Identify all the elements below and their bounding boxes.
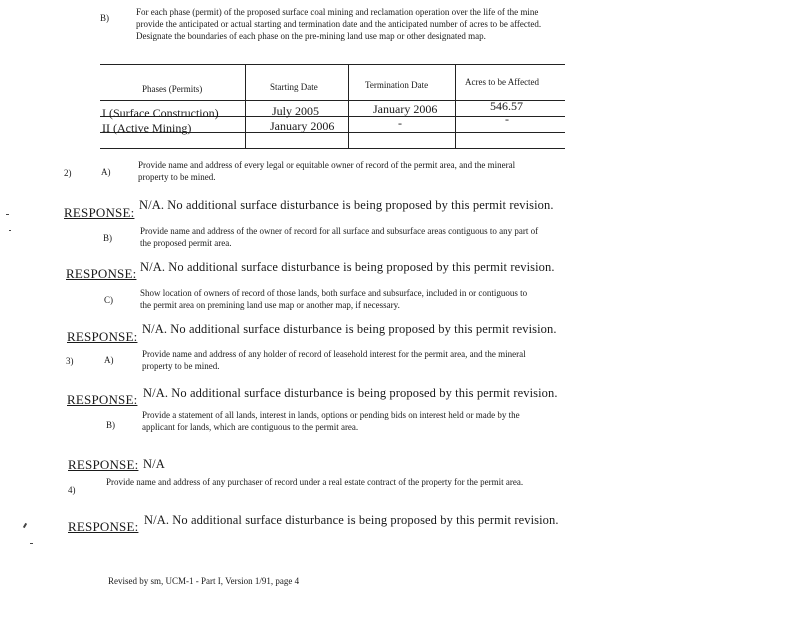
phase-table (100, 64, 565, 154)
response-label-2b: RESPONSE: (66, 266, 137, 281)
scan-speck (30, 543, 33, 544)
item-3b-label: B) (106, 420, 115, 430)
table-header-acres: Acres to be Affected (465, 77, 540, 87)
item-2b-label: B) (103, 233, 112, 243)
item-2c-text: Show location of owners of record of those lands, both surface and subsurface, included in or contiguous to the permit area on premining land use map or another map, if necessary. (140, 288, 528, 310)
section-b-label: B) (100, 13, 109, 23)
response-label-4: RESPONSE: (68, 519, 139, 534)
item-2b-text: Provide name and address of the owner of record for all surface and subsurface areas contiguous to any part of the proposed permit area. (140, 226, 539, 248)
response-text-3a: N/A. No additional surface disturbance is being proposed by this permit revision. (143, 386, 558, 400)
table-row-1-end: January 2006 (373, 102, 438, 116)
item-3-number: 3) (66, 356, 74, 366)
scan-speck (9, 230, 11, 231)
item-3a-label: A) (104, 355, 114, 365)
scan-speck (23, 523, 27, 528)
table-header-termination-date: Termination Date (365, 80, 429, 90)
item-2c-label: C) (104, 295, 113, 305)
table-row-2-phase: II (Active Mining) (102, 121, 192, 135)
item-3b-text: Provide a statement of all lands, interest in lands, options or pending bids on interest held or made by the applicant for lands, which are contiguous to the permit area. (142, 410, 520, 432)
table-header-starting-date: Starting Date (270, 82, 318, 92)
response-label-3b: RESPONSE: (68, 457, 139, 472)
table-row-1-start: July 2005 (272, 104, 320, 118)
response-label-2a: RESPONSE: (64, 205, 135, 220)
scan-speck (6, 214, 9, 215)
page-footer: Revised by sm, UCM-1 - Part I, Version 1/91, page 4 (108, 576, 300, 586)
item-3a-text: Provide name and address of any holder of record of leasehold interest for the permit area, and the mineral property to be mined. (142, 349, 526, 371)
section-b-text: For each phase (permit) of the proposed surface coal mining and reclamation operation over the life of the mine provide the anticipated or actual starting and termination date and the anticipated number of acres to be affected. Designate the boundaries of each phase on the pre-mining land use map or other designated map. (136, 7, 542, 41)
response-text-2a: N/A. No additional surface disturbance is being proposed by this permit revision. (139, 198, 554, 212)
table-row-2-end: - (398, 116, 402, 130)
item-2a-label: A) (101, 167, 111, 177)
table-row-2-acres: - (505, 112, 509, 126)
table-header-phases: Phases (Permits) (142, 84, 203, 94)
table-row-1-acres: 546.57 (490, 99, 523, 113)
response-text-3b: N/A (143, 457, 165, 471)
item-2-number: 2) (64, 168, 72, 178)
response-text-2b: N/A. No additional surface disturbance is being proposed by this permit revision. (140, 260, 555, 274)
item-4-text: Provide name and address of any purchaser of record under a real estate contract of the property for the permit area. (106, 477, 524, 487)
table-row-1-phase: I (Surface Construction) (102, 106, 219, 120)
item-2a-text: Provide name and address of every legal or equitable owner of record of the permit area, and the mineral property to be mined. (138, 160, 516, 182)
response-label-2c: RESPONSE: (67, 329, 138, 344)
item-4-number: 4) (68, 485, 76, 495)
response-text-4: N/A. No additional surface disturbance is being proposed by this permit revision. (144, 513, 559, 527)
response-label-3a: RESPONSE: (67, 392, 138, 407)
response-text-2c: N/A. No additional surface disturbance is being proposed by this permit revision. (142, 322, 557, 336)
table-row-2-start: January 2006 (270, 119, 335, 133)
